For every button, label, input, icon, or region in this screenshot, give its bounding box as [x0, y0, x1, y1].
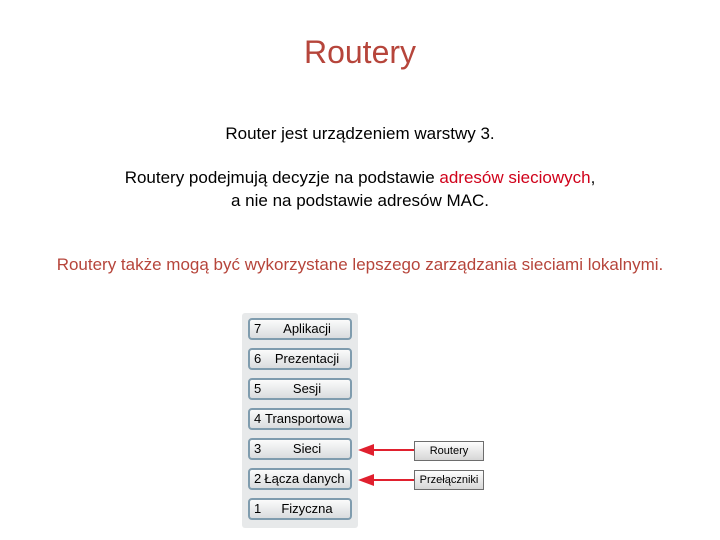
text-line-4: Routery także mogą być wykorzystane lepszego zarządzania sieciami lokalnymi. — [56, 255, 664, 274]
layer-name: Aplikacji — [283, 321, 331, 336]
osi-layer-4 — [248, 408, 352, 430]
layer-number: 2 — [254, 471, 262, 486]
arrow-left-icon — [358, 473, 416, 487]
layer-number: 3 — [254, 441, 262, 456]
text-line-2-after: , — [590, 168, 596, 187]
router-label-box: Routery — [414, 441, 484, 461]
osi-layer-6 — [248, 348, 352, 370]
layer-number: 7 — [254, 321, 262, 336]
layer-name: Fizyczna — [281, 501, 333, 516]
layer-number: 6 — [254, 351, 262, 366]
osi-layer-7 — [248, 318, 352, 340]
switch-label-box: Przełączniki — [414, 470, 484, 490]
layer-name: Sesji — [292, 381, 322, 396]
osi-layer-3 — [248, 438, 352, 460]
slide-title: Routery — [303, 34, 417, 70]
highlight-network-addresses: adresów sieciowych — [439, 168, 591, 187]
osi-layer-2 — [248, 468, 352, 490]
text-line-2 — [0, 168, 720, 188]
layer-number: 4 — [254, 411, 262, 426]
layer-name: Transportowa — [265, 411, 344, 426]
text-line-3: a nie na podstawie adresów MAC. — [231, 191, 489, 210]
text-line-1: Router jest urządzeniem warstwy 3. — [225, 124, 495, 143]
layer-name: Sieci — [292, 441, 322, 456]
layer-name: Łącza danych — [264, 471, 345, 486]
layer-name: Prezentacji — [274, 351, 340, 366]
arrow-left-icon — [358, 443, 416, 457]
osi-layer-5 — [248, 378, 352, 400]
osi-layer-1 — [248, 498, 352, 520]
text-line-2-before: Routery podejmują decyzje na podstawie — [124, 168, 440, 187]
layer-number: 5 — [254, 381, 262, 396]
layer-number: 1 — [254, 501, 262, 516]
